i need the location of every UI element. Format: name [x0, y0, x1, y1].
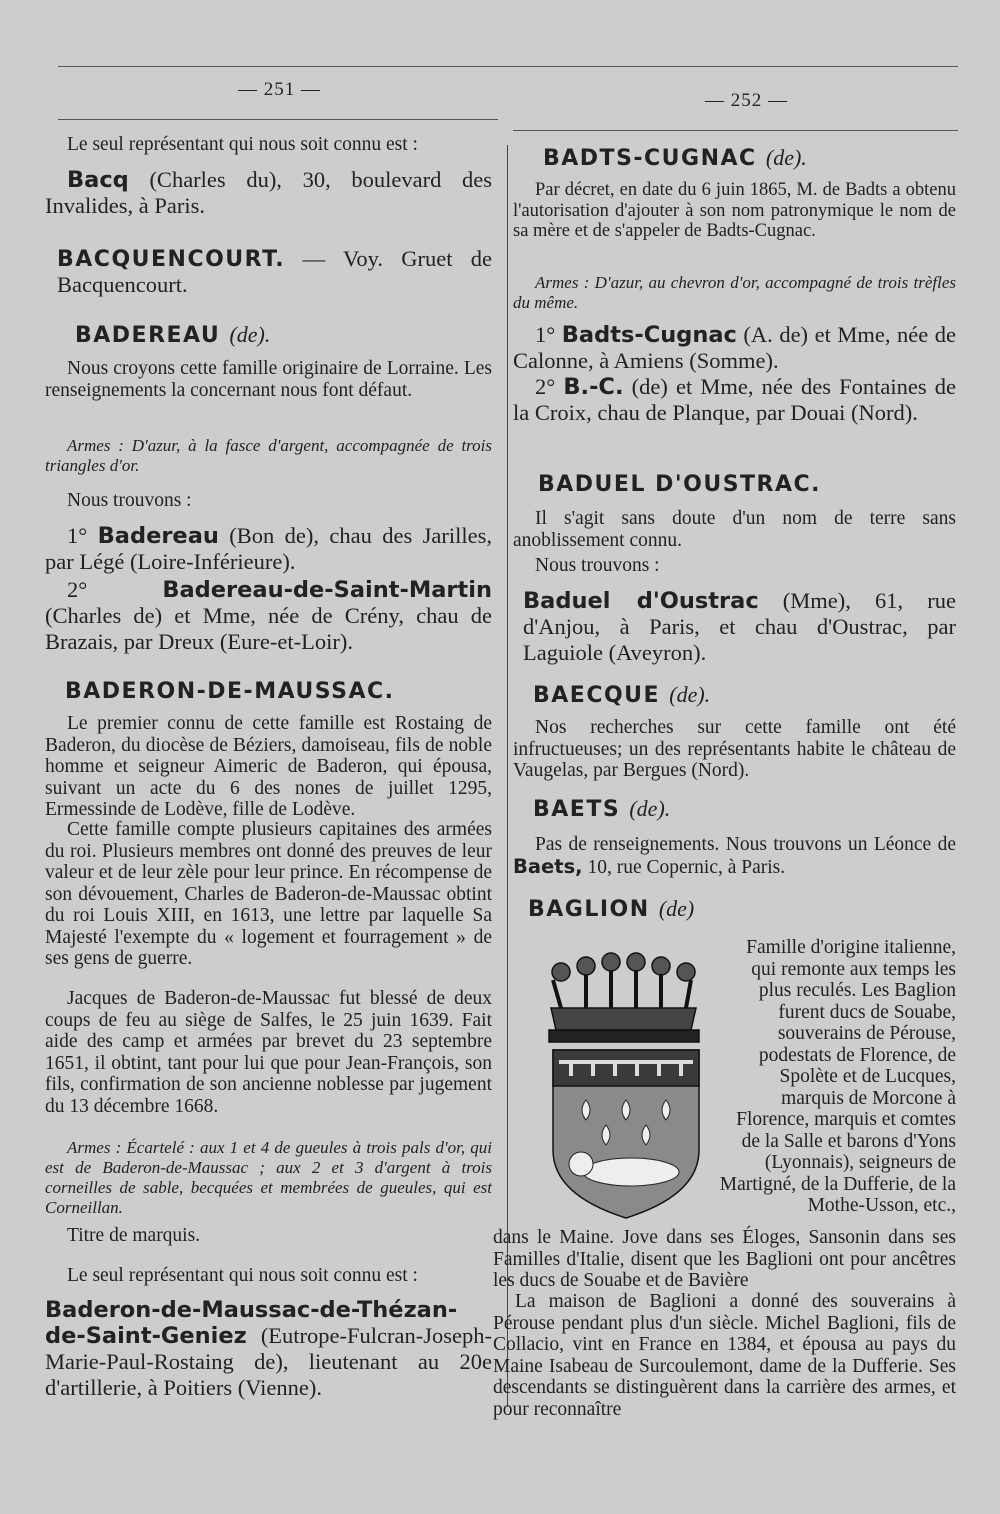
- top-rule-right: [513, 130, 958, 131]
- bacq-intro: Le seul représentant qui nous soit connu est :: [67, 134, 418, 155]
- badts-entry-1-rest: (A. de) et Mme, née de Calonne, à Amiens (Somme).: [513, 322, 956, 373]
- baderon-p1: Le premier connu de cette famille est Rostaing de Baderon, du diocèse de Béziers, damoiseau, fils de noble homme et seigneur Aimeric de Baderon, qui épousa, suivant un acte du 6 des nones de juillet 1295, Ermessinde de Lodève, fille de Lodève.: [45, 713, 492, 820]
- baglion-de: (de): [658, 896, 695, 921]
- baderon-title: BADERON-DE-MAUSSAC.: [65, 679, 395, 704]
- baecque-title-text: BAECQUE: [533, 683, 661, 708]
- badts-entry-2: [513, 374, 956, 426]
- baets-p1-a: Pas de renseignements. Nous trouvons un Léonce de: [535, 834, 956, 855]
- baets-p1-c: 10, rue Copernic, à Paris.: [587, 856, 786, 878]
- baecque-title: [533, 682, 710, 708]
- baderon-entry-name: Baderon-de-Maussac-de-Thézan-de-Saint-Geniez: [45, 1297, 458, 1349]
- bacquencourt-title: BACQUENCOURT.: [57, 247, 286, 272]
- baderon-entry-rest: (Eutrope-Fulcran-Joseph-Marie-Paul-Rostaing de), lieutenant au 20e d'artillerie, à Poitiers (Vienne).: [45, 1323, 492, 1400]
- badts-title-text: BADTS-CUGNAC: [543, 146, 757, 171]
- badereau-entry-2: [45, 577, 492, 655]
- baglion-title-text: BAGLION: [528, 897, 650, 922]
- baets-p1-name: Baets,: [513, 854, 583, 878]
- baderon-p5: Le seul représentant qui nous soit connu est :: [67, 1265, 418, 1286]
- baderon-p2: Cette famille compte plusieurs capitaines des armées du roi. Plusieurs membres ont donné des preuves de leur valeur et de leur zèle pour leur prince. En récompense de son dévouement, Charles de Baderon-de-Maussac obtint du roi Louis XIII, en 1613, une lettre par laquelle Sa Majesté l'exempte du « logement et fourragement » de ses gens de guerre.: [45, 819, 492, 969]
- badereau-entry-2-rest: (Charles de) et Mme, née de Crény, chau de Brazais, par Dreux (Eure-et-Loir).: [45, 603, 492, 654]
- badereau-entry-2-name: Badereau-de-Saint-Martin: [162, 577, 492, 603]
- baglion-p1b: dans le Maine. Jove dans ses Éloges, Sansonin dans ses Familles d'Italie, disent que les Baglioni ont pour ancêtres les ducs de Souabe et de Bavière: [493, 1227, 956, 1291]
- baduel-p1: Il s'agit sans doute d'un nom de terre sans anoblissement connu.: [513, 508, 956, 551]
- baderon-p3: Jacques de Baderon-de-Maussac fut blessé de deux coups de feu au siège de Salfes, le 25 juin 1639. Fait aide des camp et armées par brevet du 23 septembre 1651, il obtint, tant pour lui que pour Jean-François, son fils, confirmation de son ancienne noblesse par jugement du 13 décembre 1668.: [45, 988, 492, 1117]
- badts-entry-2-rest: (de) et Mme, née des Fontaines de la Croix, chau de Planque, par Douai (Nord).: [513, 374, 956, 425]
- badereau-de: (de).: [229, 322, 271, 347]
- baduel-entry: [523, 588, 956, 666]
- column-divider: [507, 145, 508, 1407]
- baduel-entry-name: Baduel d'Oustrac: [523, 588, 759, 614]
- badereau-entry-1-rest: (Bon de), chau des Jarilles, par Légé (Loire-Inférieure).: [45, 523, 493, 574]
- baets-de: (de).: [629, 796, 671, 821]
- page-number-right: — 252 —: [705, 90, 788, 111]
- baderon-p4: Titre de marquis.: [67, 1225, 201, 1246]
- badereau-title: [75, 322, 270, 348]
- baglion-title: [528, 896, 694, 922]
- baets-title: [533, 796, 670, 822]
- baglion-p1: Famille d'origine italienne, qui remonte aux temps les plus reculés. Les Baglion furent ducs de Souabe, souverains de Pérouse, podestats de Florence, de Spolète et de Lucques, marquis de Morcone à Florence, marquis et comtes de la Salle et barons d'Yons (Lyonnais), seigneurs de Martigné, de la Dufferie, de la Mothe-Usson, etc.,: [719, 937, 956, 1216]
- bacq-rest: (Charles du), 30, boulevard des Invalides, à Paris.: [45, 167, 492, 218]
- badts-title: [543, 145, 807, 171]
- badereau-entry-1: [45, 523, 492, 575]
- baduel-p2: Nous trouvons :: [535, 555, 660, 576]
- baduel-entry-rest: (Mme), 61, rue d'Anjou, à Paris, et chau d'Oustrac, par Laguiole (Aveyron).: [523, 588, 956, 665]
- bacq-entry: [45, 167, 492, 219]
- top-rule-outer: [58, 66, 958, 67]
- baecque-de: (de).: [669, 682, 711, 707]
- baderon-arms: Armes : Écartelé : aux 1 et 4 de gueules à trois pals d'or, qui est de Baderon-de-Maussac ; aux 2 et 3 d'argent à trois corneilles de sable, becquées et membrées de gueules, qui est Corneillan.: [45, 1138, 492, 1217]
- top-rule-left: [58, 119, 498, 120]
- bacq-name: Bacq: [67, 167, 129, 193]
- coat-of-arms-baglion-icon: [531, 950, 716, 1222]
- badereau-arms: Armes : D'azur, à la fasce d'argent, accompagnée de trois triangles d'or.: [45, 436, 492, 475]
- baets-p1: [513, 834, 956, 878]
- badts-entry-1-name: Badts-Cugnac: [561, 322, 737, 348]
- badts-entry-1-num: 1°: [535, 322, 556, 347]
- bacquencourt-rest: — Voy. Gruet de Bacquencourt.: [57, 246, 493, 297]
- badts-entry-2-name: B.-C.: [563, 374, 624, 400]
- baglion-p2: La maison de Baglioni a donné des souverains à Pérouse pendant plus d'un siècle. Michel Baglioni, fils de Collacio, vint en France en 1384, et épousa au pays du Maine Isabeau de Surcoulemont, dame de la Dufferie. Ses descendants se distinguèrent dans la carrière des armes, et pour reconnaître: [493, 1291, 956, 1420]
- bacquencourt-entry: [57, 246, 492, 298]
- badts-p1: Par décret, en date du 6 juin 1865, M. de Badts a obtenu l'autorisation d'ajouter à son nom patronymique le nom de sa mère et de s'appeler de Badts-Cugnac.: [513, 180, 956, 241]
- page-number-left: — 251 —: [238, 79, 321, 100]
- badts-de: (de).: [765, 145, 807, 170]
- badereau-entry-1-name: Badereau: [97, 523, 219, 549]
- baderon-entry: [45, 1297, 492, 1401]
- baecque-p1: Nos recherches sur cette famille ont été infructueuses; un des représentants habite le château de Vaugelas, par Bergues (Nord).: [513, 717, 956, 781]
- badts-entry-2-num: 2°: [535, 374, 556, 399]
- badereau-title-text: BADEREAU: [75, 323, 221, 348]
- baets-title-text: BAETS: [533, 797, 621, 822]
- badereau-p1: Nous croyons cette famille originaire de Lorraine. Les renseignements la concernant nous font défaut.: [45, 358, 492, 401]
- badts-arms: Armes : D'azur, au chevron d'or, accompagné de trois trèfles du même.: [513, 273, 956, 312]
- badts-entry-1: [513, 322, 956, 374]
- badereau-entry-2-num: 2°: [67, 577, 88, 602]
- badereau-p2: Nous trouvons :: [67, 490, 192, 511]
- badereau-entry-1-num: 1°: [67, 523, 88, 548]
- baduel-title: BADUEL D'OUSTRAC.: [538, 472, 822, 497]
